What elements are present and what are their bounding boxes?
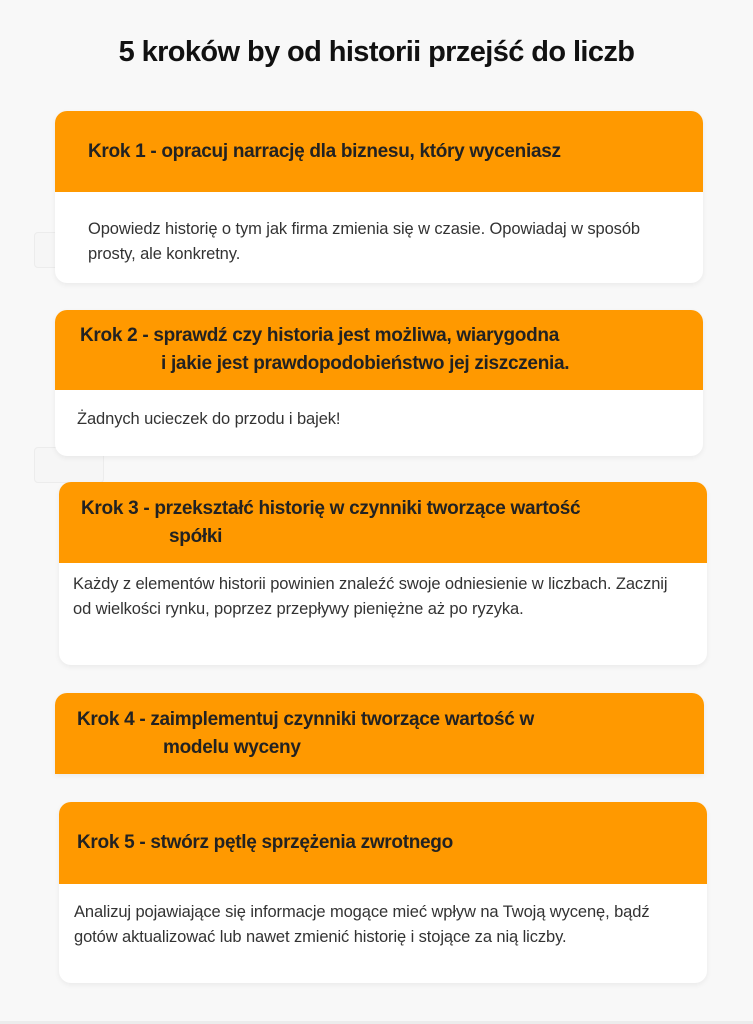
step-heading-text: Krok 4 - zaimplementuj czynniki tworzące wartość w (77, 708, 534, 730)
step-heading-text: Krok 3 - przekształć historię w czynniki tworzące wartość (81, 497, 581, 519)
step-description: Żadnych ucieczek do przodu i bajek! (77, 410, 341, 428)
step-body (59, 884, 707, 950)
step-body (59, 563, 707, 622)
step-heading-text-line2: i jakie jest prawdopodobieństwo jej ziszczenia. (161, 353, 570, 374)
step-heading (55, 693, 704, 774)
step-body (55, 192, 703, 267)
step-heading-text: Krok 5 - stwórz pętlę sprzężenia zwrotnego (77, 832, 453, 853)
step-heading (59, 482, 707, 563)
step-card-1 (55, 111, 703, 283)
step-heading-text: Krok 2 - sprawdź czy historia jest możliwa, wiarygodna (80, 325, 559, 346)
step-description: Opowiedz historię o tym jak firma zmienia się w czasie. Opowiadaj w sposób prosty, ale konkretny. (88, 220, 640, 263)
step-heading-text: Krok 1 - opracuj narrację dla biznesu, który wyceniasz (88, 140, 561, 162)
step-body (55, 390, 703, 432)
step-card-2 (55, 310, 703, 456)
step-heading (55, 310, 703, 390)
step-heading (59, 802, 707, 884)
step-description: Analizuj pojawiające się informacje mogące mieć wpływ na Twoją wycenę, bądź gotów aktualizować lub nawet zmienić historię i stojące za nią liczby. (74, 903, 650, 946)
step-heading (55, 111, 703, 192)
step-heading-text-line2: modelu wyceny (163, 736, 301, 758)
step-card-4 (55, 693, 704, 774)
step-card-3 (59, 482, 707, 665)
page-title: 5 kroków by od historii przejść do liczb (118, 36, 635, 68)
step-heading-text-line2: spółki (169, 525, 223, 547)
step-description: Każdy z elementów historii powinien znaleźć swoje odniesienie w liczbach. Zacznij od wielkości rynku, poprzez przepływy pieniężne aż po ryzyka. (73, 575, 668, 618)
step-card-5 (59, 802, 707, 983)
